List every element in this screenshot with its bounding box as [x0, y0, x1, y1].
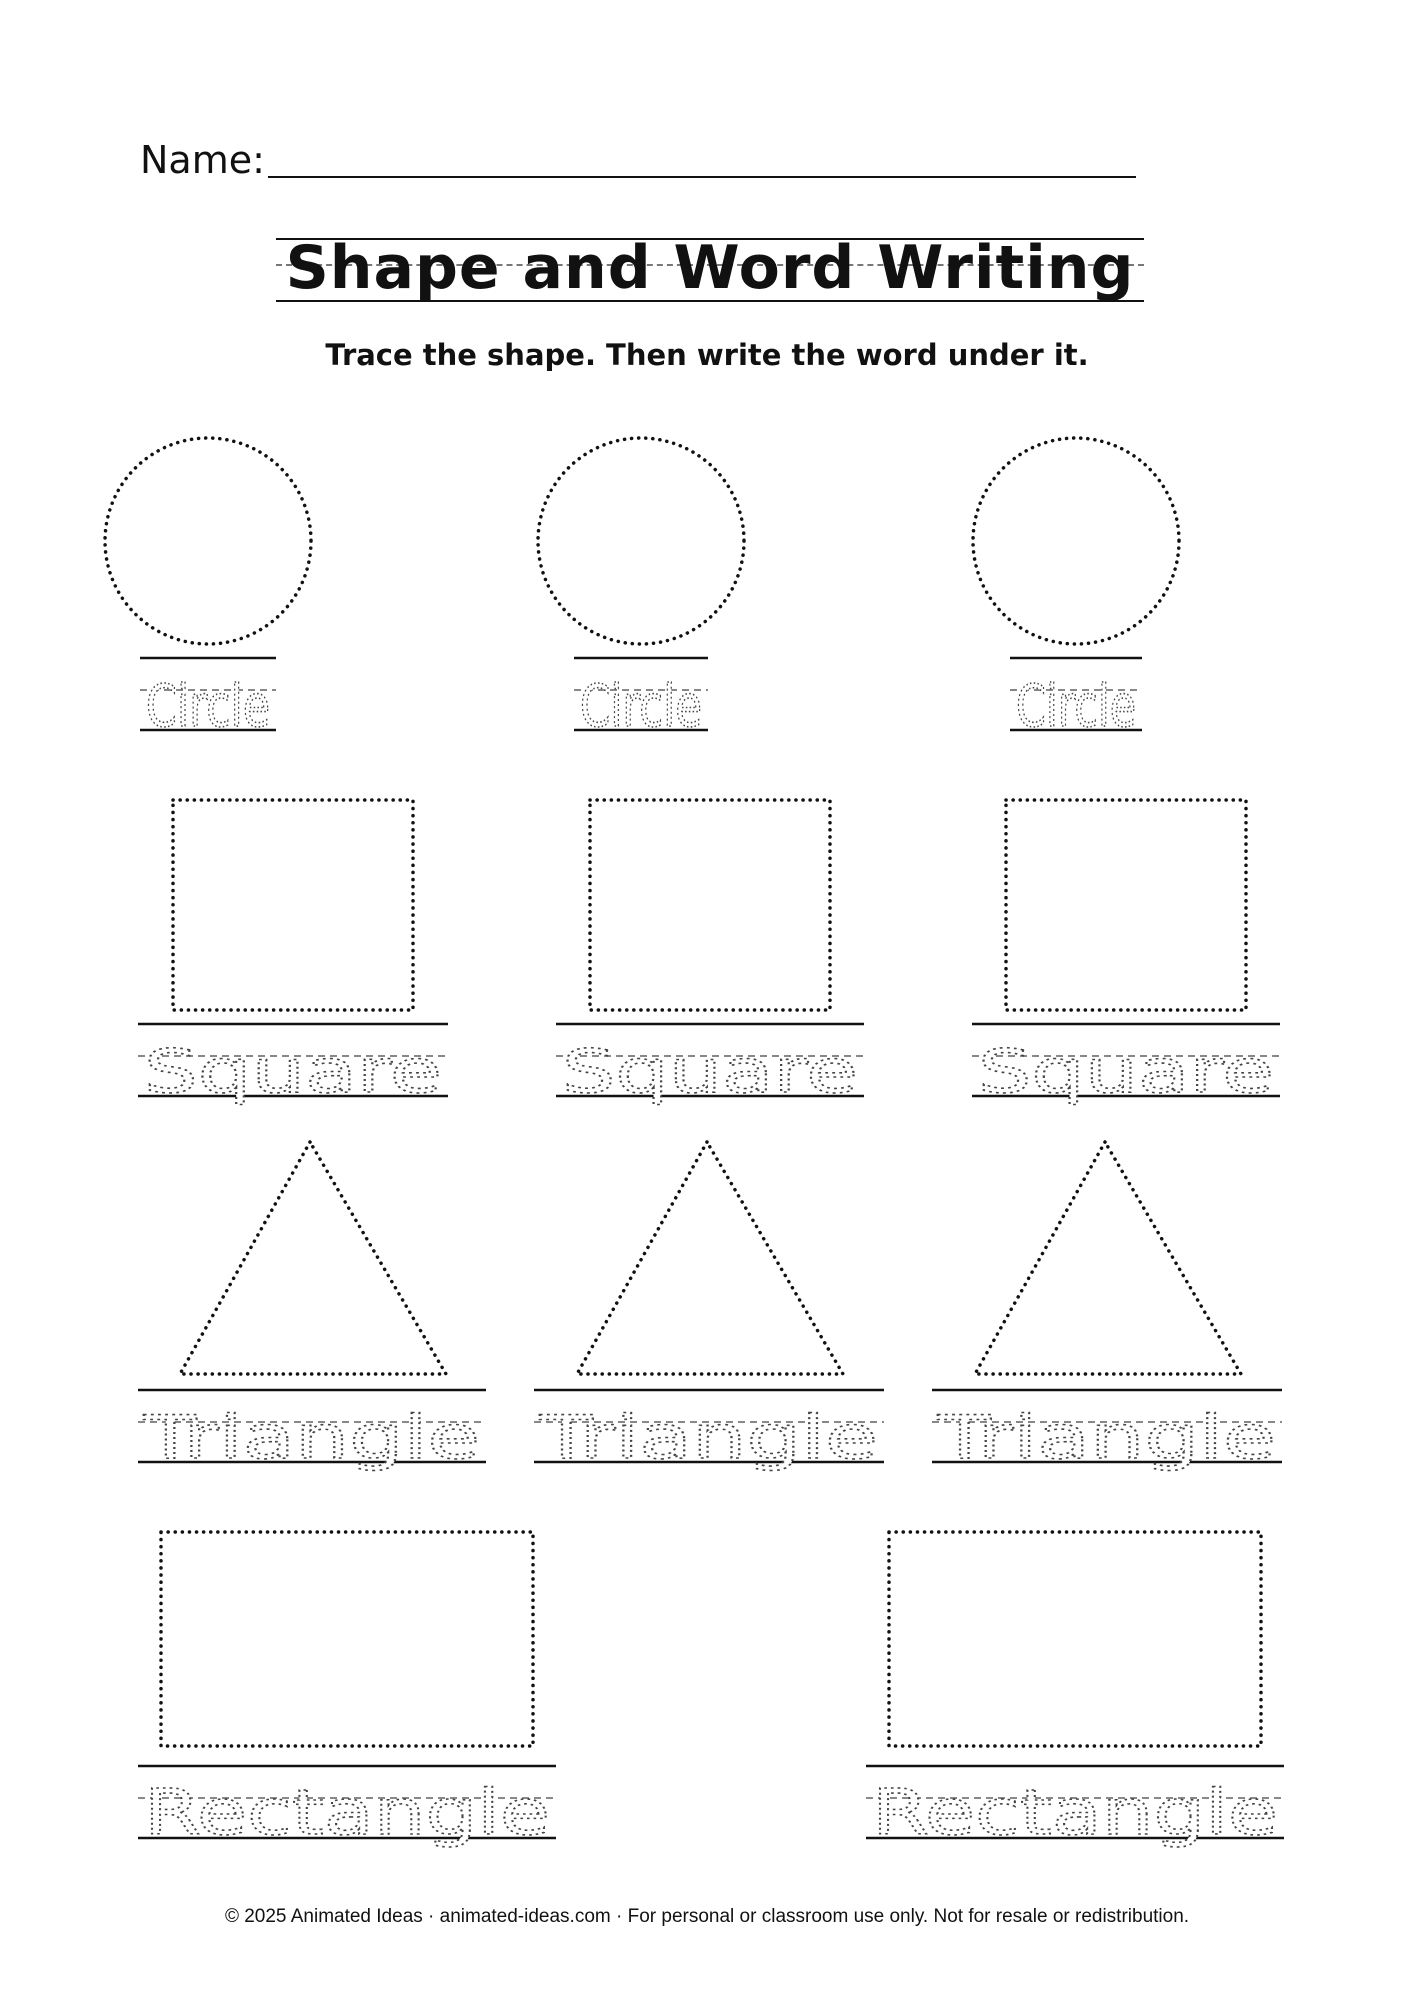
triangle-practice-cell: [138, 1142, 486, 1473]
trace-word: Circle: [580, 672, 702, 740]
trace-word: Rectangle: [872, 1776, 1278, 1849]
footer-copyright: © 2025 Animated Ideas · animated-ideas.com · For personal or classroom use only. Not for resale or redistribution.: [224, 1906, 1190, 1927]
instruction-text: Trace the shape. Then write the word under it.: [325, 338, 1089, 372]
trace-word: Square: [144, 1037, 442, 1107]
square-trace-shape: [173, 800, 413, 1010]
circle-practice-cell: [973, 438, 1179, 740]
page-title: Shape and Word Writing: [285, 233, 1135, 303]
trace-word: Triangle: [936, 1403, 1276, 1473]
circle-practice-cell: [105, 438, 311, 740]
rectangle-practice-cell: [866, 1532, 1284, 1849]
trace-word: Rectangle: [144, 1776, 550, 1849]
circle-trace-shape: [105, 438, 311, 644]
circle-practice-cell: [538, 438, 744, 740]
square-trace-shape: [590, 800, 830, 1010]
triangle-trace-shape: [180, 1142, 446, 1374]
circle-trace-shape: [538, 438, 744, 644]
rectangle-practice-cell: [138, 1532, 556, 1849]
trace-word: Triangle: [538, 1403, 878, 1473]
triangle-practice-cell: [534, 1142, 884, 1473]
trace-word: Circle: [146, 672, 270, 740]
triangle-trace-shape: [577, 1142, 843, 1374]
circle-trace-shape: [973, 438, 1179, 644]
square-practice-cell: [972, 800, 1280, 1107]
trace-word: Circle: [1016, 672, 1136, 740]
trace-word: Triangle: [142, 1403, 480, 1473]
name-label: Name:: [140, 138, 265, 182]
square-practice-cell: [556, 800, 864, 1107]
trace-word: Square: [562, 1037, 858, 1107]
rectangle-trace-shape: [161, 1532, 533, 1746]
rectangle-trace-shape: [889, 1532, 1261, 1746]
triangle-trace-shape: [975, 1142, 1241, 1374]
square-trace-shape: [1006, 800, 1246, 1010]
square-practice-cell: [138, 800, 448, 1107]
trace-word: Square: [978, 1037, 1274, 1107]
triangle-practice-cell: [932, 1142, 1282, 1473]
